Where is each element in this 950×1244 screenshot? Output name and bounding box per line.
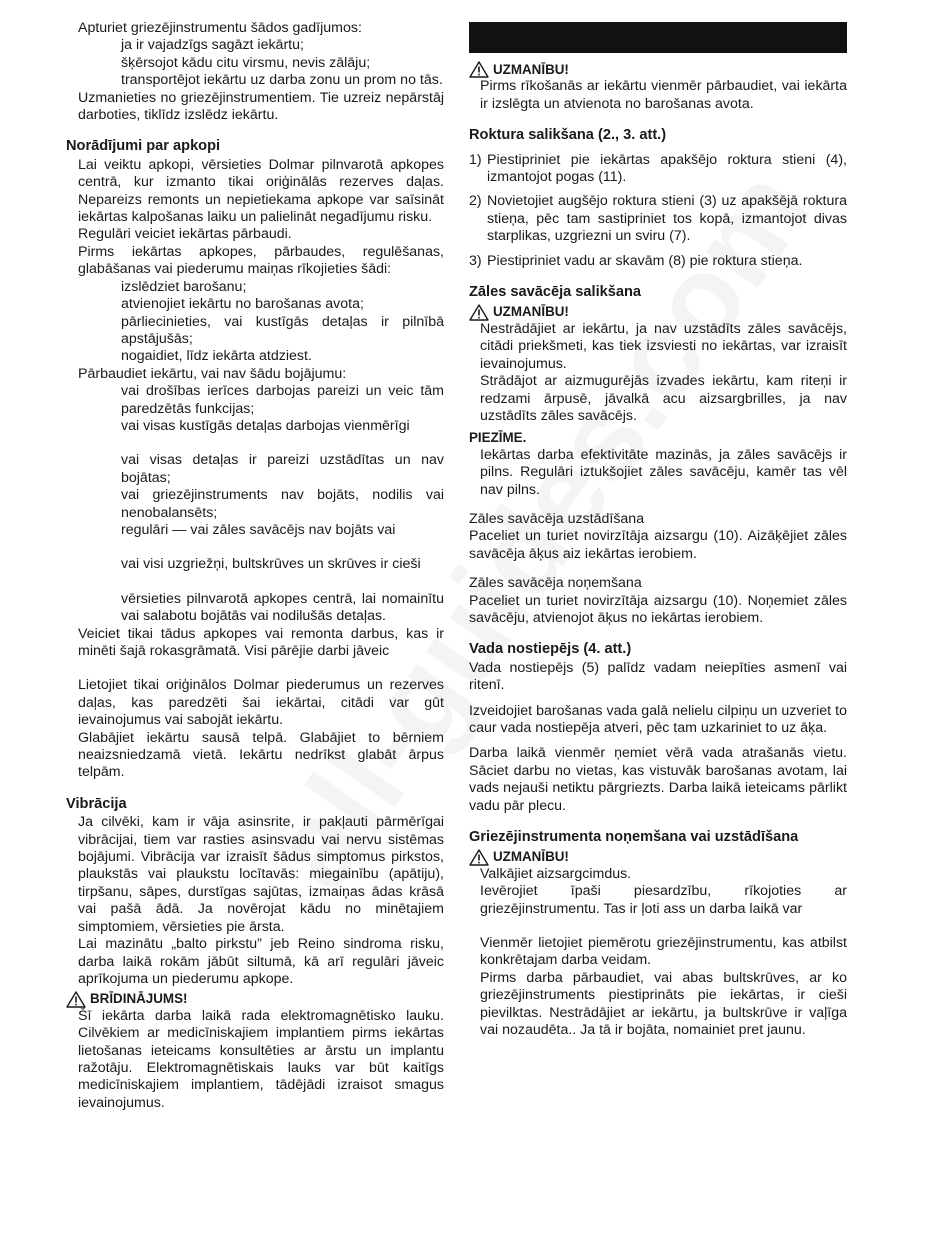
blade-stop-warning: Uzmanieties no griezējinstrumentiem. Tie uzreiz nepārstāj darboties, tiklīdz izslēdz iekārtu. (78, 89, 444, 124)
section-header-bar (469, 22, 847, 53)
remove-subheading: Zāles savācēja noņemšana (469, 575, 642, 592)
vibration-paragraph: Lai mazinātu „balto pirkstu” jeb Reino sindroma risku, darba laikā rokām jābūt siltumā, kā arī regulāri jāveic aprīkojuma un piederumu apkope. (78, 936, 444, 987)
check-item: vai visi uzgriežņi, bultskrūves un skrūves ir cieši (121, 556, 421, 573)
cord-paragraph: Darba laikā vienmēr ņemiet vērā vada atrašanās vietu. Sāciet darbu no vietas, kas vistuvāk barošanas avotam, lai vads nejauši netiktu pārgriezts. Darba laikā ieteicams pārlikt vadu pār plecu. (469, 745, 847, 814)
warning-label (66, 990, 444, 1007)
stop-item: ja ir vajadzīgs sagāzt iekārtu; (121, 37, 304, 54)
caution-text: Nestrādājiet ar iekārtu, ja nav uzstādīts zāles savācējs, citādi priekšmeti, kas tiek izsviesti no iekārtas, var izraisīt ievainojumus. (480, 320, 847, 372)
left-column (66, 20, 444, 1112)
caution-text: Strādājot ar aizmugurējās izvades iekārtu, kam riteņi ir redzami ārpusē, jāvalkā acu aizsargbrilles, ja nav uzstādīts zāles savācējs. (480, 373, 847, 424)
vibration-heading: Vibrācija (66, 795, 127, 812)
handle-heading: Roktura salikšana (2., 3. att.) (469, 127, 667, 144)
caution-label-text: UZMANĪBU! (493, 304, 569, 320)
blade-paragraph: Pirms darba pārbaudiet, vai abas bultskrūves, ar ko griezējinstruments piestiprināts pie iekārtas, ir cieši pievilktas. Nestrādājiet ar iekārtu, ja bultskrūve ir vaļīga vai nozaudēta.. Ja tā ir bojāta, nomainiet pret jaunu. (480, 969, 847, 1039)
step-text: Piestipriniet vadu ar skavām (8) pie roktura stieņa. (487, 252, 803, 269)
remove-text: Paceliet un turiet novirzītāja aizsargu (10). Noņemiet zāles savācēju, atvienojot āķus no iekārtas ierobiem. (469, 592, 847, 626)
warning-triangle-icon (469, 849, 489, 866)
warning-text: Šī iekārta darba laikā rada elektromagnētisko lauku. Cilvēkiem ar medicīniskajiem implantiem pirms iekārtas lietošanas ieteicams konsultēties ar ārstu un implantu ražotāju. Elektromagnētiskais lauks var būt kaitīgs medicīniskajiem implantiem, tādējādi izraisot smagus ievainojumus. (78, 1007, 444, 1111)
stop-intro: Apturiet griezējinstrumentu šādos gadījumos: (78, 20, 362, 36)
check-item: vērsieties pilnvarotā apkopes centrā, lai nomainītu vai salabotu bojātās vai nodilušās detaļas. (121, 590, 444, 625)
caution-label (469, 303, 847, 320)
stop-item: transportējot iekārtu uz darba zonu un prom no tās. (121, 72, 443, 89)
caution-text: Pirms rīkošanās ar iekārtu vienmēr pārbaudiet, vai iekārta ir izslēgta un atvienota no barošanas avota. (480, 78, 847, 112)
step-number: 3) (469, 252, 482, 269)
maintenance-item: izslēdziet barošanu; (121, 278, 247, 295)
handle-step (469, 193, 847, 245)
warning-triangle-icon (469, 61, 489, 78)
caution-label (469, 61, 847, 78)
install-text: Paceliet un turiet novirzītāja aizsargu (10). Aizāķējiet zāles savācēja āķus aiz iekārtas ierobiem. (469, 528, 847, 562)
stop-item: šķērsojot kādu citu virsmu, nevis zālāju; (121, 54, 371, 71)
check-item: vai griezējinstruments nav bojāts, nodilis vai nenobalansēts; (121, 487, 444, 521)
note-text: Iekārtas darba efektivitāte mazinās, ja zāles savācējs ir pilns. Regulāri iztukšojiet zāles savācēju, kamēr tas vēl nav pilns. (480, 446, 847, 498)
maintenance-heading: Norādījumi par apkopi (66, 138, 221, 155)
step-text: Piestipriniet pie iekārtas apakšējo roktura stieni (4), izmantojot pogas (11). (487, 151, 847, 186)
warning-label-text: BRĪDINĀJUMS! (90, 991, 188, 1007)
blade-paragraph: Ievērojiet īpaši piesardzību, rīkojoties ar griezējinstrumentu. Tas ir ļoti ass un darba laikā var (480, 883, 847, 917)
maintenance-paragraph: Pirms iekārtas apkopes, pārbaudes, regulēšanas, glabāšanas vai piederumu maiņas rīkojieties šādi: (78, 243, 444, 278)
caution-label (469, 848, 847, 865)
step-number: 1) (469, 151, 482, 168)
cord-paragraph: Vada nostiepējs (5) palīdz vadam neiepīties asmenī vai ritenī. (469, 659, 847, 694)
check-item: vai visas kustīgās detaļas darbojas vienmērīgi (121, 417, 410, 434)
maintenance-paragraph: Glabājiet iekārtu sausā telpā. Glabājiet to bērniem neaizsniedzamā vietā. Iekārtu nedrīkst glabāt ārpus telpām. (78, 729, 444, 781)
maintenance-paragraph: Lietojiet tikai oriģinālos Dolmar piederumus un rezerves daļas, kas paredzēti šai iekārtai, citādi var gūt ievainojumus vai sabojāt iekārtu. (78, 677, 444, 729)
note-label: PIEZĪME. (469, 430, 527, 446)
check-item: regulāri — vai zāles savācējs nav bojāts vai (121, 521, 396, 538)
maintenance-paragraph: Regulāri veiciet iekārtas pārbaudi. (78, 226, 292, 243)
step-number: 2) (469, 193, 482, 210)
maintenance-item: pārliecinieties, vai kustīgās detaļas ir pilnībā apstājušās; (121, 313, 444, 347)
cord-heading: Vada nostiepējs (4. att.) (469, 641, 632, 658)
grass-catcher-heading: Zāles savācēja salikšana (469, 284, 642, 301)
blade-heading: Griezējinstrumenta noņemšana vai uzstādīšana (469, 829, 799, 846)
maintenance-paragraph: Lai veiktu apkopi, vērsieties Dolmar pilnvarotā apkopes centrā, kur izmanto tikai oriģinālās rezerves daļas. Nepareizs remonts un nepietiekama apkope var saīsināt iekārtas kalpošanas laiku un palielināt negadījumu risku. (78, 156, 444, 226)
check-item: vai drošības ierīces darbojas pareizi un veic tām paredzētās funkcijas; (121, 383, 444, 417)
maintenance-paragraph: Veiciet tikai tādus apkopes vai remonta darbus, kas ir minēti šajā rokasgrāmatā. Visi pārējie darbi jāveic (78, 625, 444, 659)
right-column (469, 20, 847, 1040)
check-intro: Pārbaudiet iekārtu, vai nav šādu bojājumu: (78, 365, 347, 382)
step-text: Novietojiet augšējo roktura stieni (3) uz apakšējā roktura stieņa, pēc tam sastipriniet tos kopā, izmantojot divas starplikas, uzgriezni un sviru (7). (487, 193, 847, 245)
handle-step (469, 253, 847, 270)
blade-paragraph: Vienmēr lietojiet piemērotu griezējinstrumentu, kas atbilst konkrētajam darba veidam. (480, 935, 847, 969)
maintenance-item: atvienojiet iekārtu no barošanas avota; (121, 296, 364, 313)
maintenance-item: nogaidiet, līdz iekārta atdziest. (121, 348, 312, 365)
install-subheading: Zāles savācēja uzstādīšana (469, 510, 645, 527)
handle-step (469, 152, 847, 187)
warning-triangle-icon (469, 304, 489, 321)
caution-label-text: UZMANĪBU! (493, 62, 569, 77)
warning-triangle-icon (66, 991, 86, 1008)
cord-paragraph: Izveidojiet barošanas vada galā nelielu cilpiņu un uzveriet to caur vada nostiepēja atveri, pēc tam uzkariniet to uz āķa. (469, 702, 847, 736)
caution-label-text: UZMANĪBU! (493, 849, 569, 865)
vibration-paragraph: Ja cilvēki, kam ir vāja asinsrite, ir pakļauti pārmērīgai vibrācijai, tiem var rasties asinsvadu vai nervu sistēmas bojājumi. Vibrācija var izraisīt šādus simptomus pirkstos, plaukstās vai plaukstu locītavās: miegainību (apātiju), tirpšanu, sāpes, durstīgas sajūtas, izmaiņas ādas krāsā vai pašā ādā. Ja novērojat kādu no minētajiem simptomiem, vērsieties pie ārsta. (78, 814, 444, 935)
blade-paragraph: Valkājiet aizsargcimdus. (480, 865, 632, 882)
check-item: vai visas detaļas ir pareizi uzstādītas un nav bojātas; (121, 452, 444, 486)
